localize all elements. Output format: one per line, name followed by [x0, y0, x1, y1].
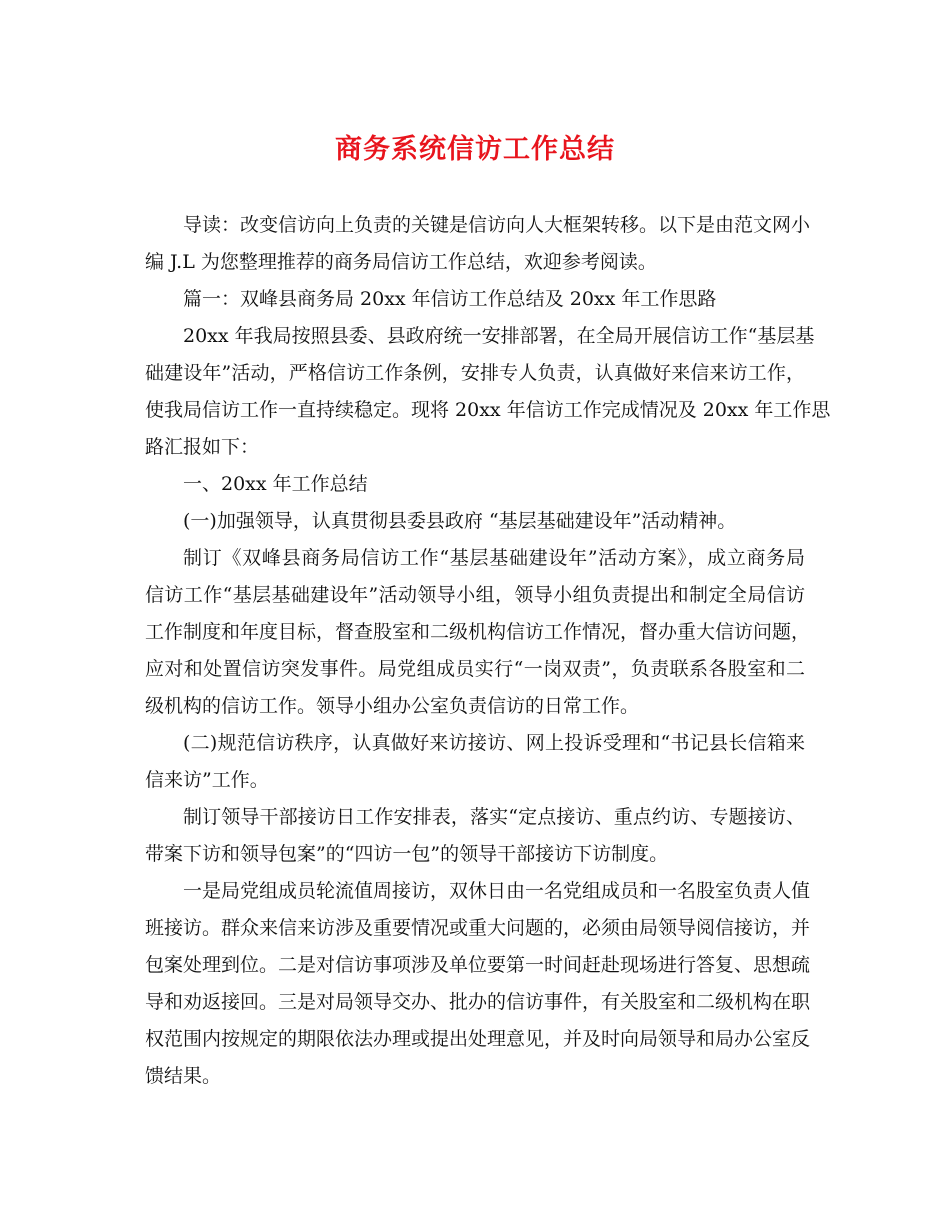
paragraph	[145, 207, 811, 281]
text-line: (一)加强领导，认真贯彻县委县政府 “基层基础建设年”活动精神。	[183, 510, 737, 532]
text-line: 包案处理到位。二是对信访事项涉及单位要第一时间赶赴现场进行答复、思想疏	[145, 954, 811, 976]
text-line: 篇一：双峰县商务局 20xx 年信访工作总结及 20xx 年工作思路	[183, 288, 717, 310]
text-line: 应对和处置信访突发事件。局党组成员实行“一岗双责”，负责联系各股室和二	[145, 658, 805, 680]
text-line: 馈结果。	[145, 1065, 222, 1087]
text-line: 础建设年”活动，严格信访工作条例，安排专人负责，认真做好来信来访工作，	[145, 362, 805, 384]
text-line: 20xx 年我局按照县委、县政府统一安排部署，在全局开展信访工作“基层基	[183, 325, 815, 347]
document-body	[145, 207, 831, 1095]
text-line: 带案下访和领导包案”的“四访一包”的领导干部接访下访制度。	[145, 843, 669, 865]
paragraph	[145, 540, 811, 725]
text-line: 一、20xx 年工作总结	[183, 473, 368, 495]
paragraph	[145, 466, 805, 503]
paragraph	[145, 318, 831, 466]
paragraph	[145, 799, 805, 873]
text-line: 导和劝返接回。三是对局领导交办、批办的信访事件，有关股室和二级机构在职	[145, 991, 811, 1013]
text-line: 编 J.L 为您整理推荐的商务局信访工作总结，欢迎参考阅读。	[145, 251, 657, 273]
text-line: 权范围内按规定的期限依法办理或提出处理意见，并及时向局领导和局办公室反	[145, 1028, 811, 1050]
text-line: 信访工作“基层基础建设年”活动领导小组，领导小组负责提出和制定全局信访	[145, 584, 805, 606]
text-line: (二)规范信访秩序，认真做好来访接访、网上投诉受理和“书记县长信箱来	[183, 732, 805, 754]
paragraph	[145, 873, 811, 1095]
text-line: 制订《双峰县商务局信访工作“基层基础建设年”活动方案》，成立商务局	[183, 547, 805, 569]
paragraph	[145, 503, 805, 540]
text-line: 一是局党组成员轮流值周接访，双休日由一名党组成员和一名股室负责人值	[183, 880, 811, 902]
text-line: 路汇报如下：	[145, 436, 260, 458]
text-line: 制订领导干部接访日工作安排表，落实“定点接访、重点约访、专题接访、	[183, 806, 805, 828]
text-line: 使我局信访工作一直持续稳定。现将 20xx 年信访工作完成情况及 20xx 年工作思	[145, 399, 831, 421]
paragraph	[145, 281, 805, 318]
text-line: 班接访。群众来信来访涉及重要情况或重大问题的，必须由局领导阅信接访，并	[145, 917, 811, 939]
paragraph	[145, 725, 805, 799]
text-line: 级机构的信访工作。领导小组办公室负责信访的日常工作。	[145, 695, 640, 717]
text-line: 工作制度和年度目标，督查股室和二级机构信访工作情况，督办重大信访问题，	[145, 621, 811, 643]
text-line: 信来访”工作。	[145, 769, 269, 791]
text-line: 导读：改变信访向上负责的关键是信访向人大框架转移。以下是由范文网小	[183, 214, 811, 236]
document-title: 商务系统信访工作总结	[335, 134, 615, 165]
